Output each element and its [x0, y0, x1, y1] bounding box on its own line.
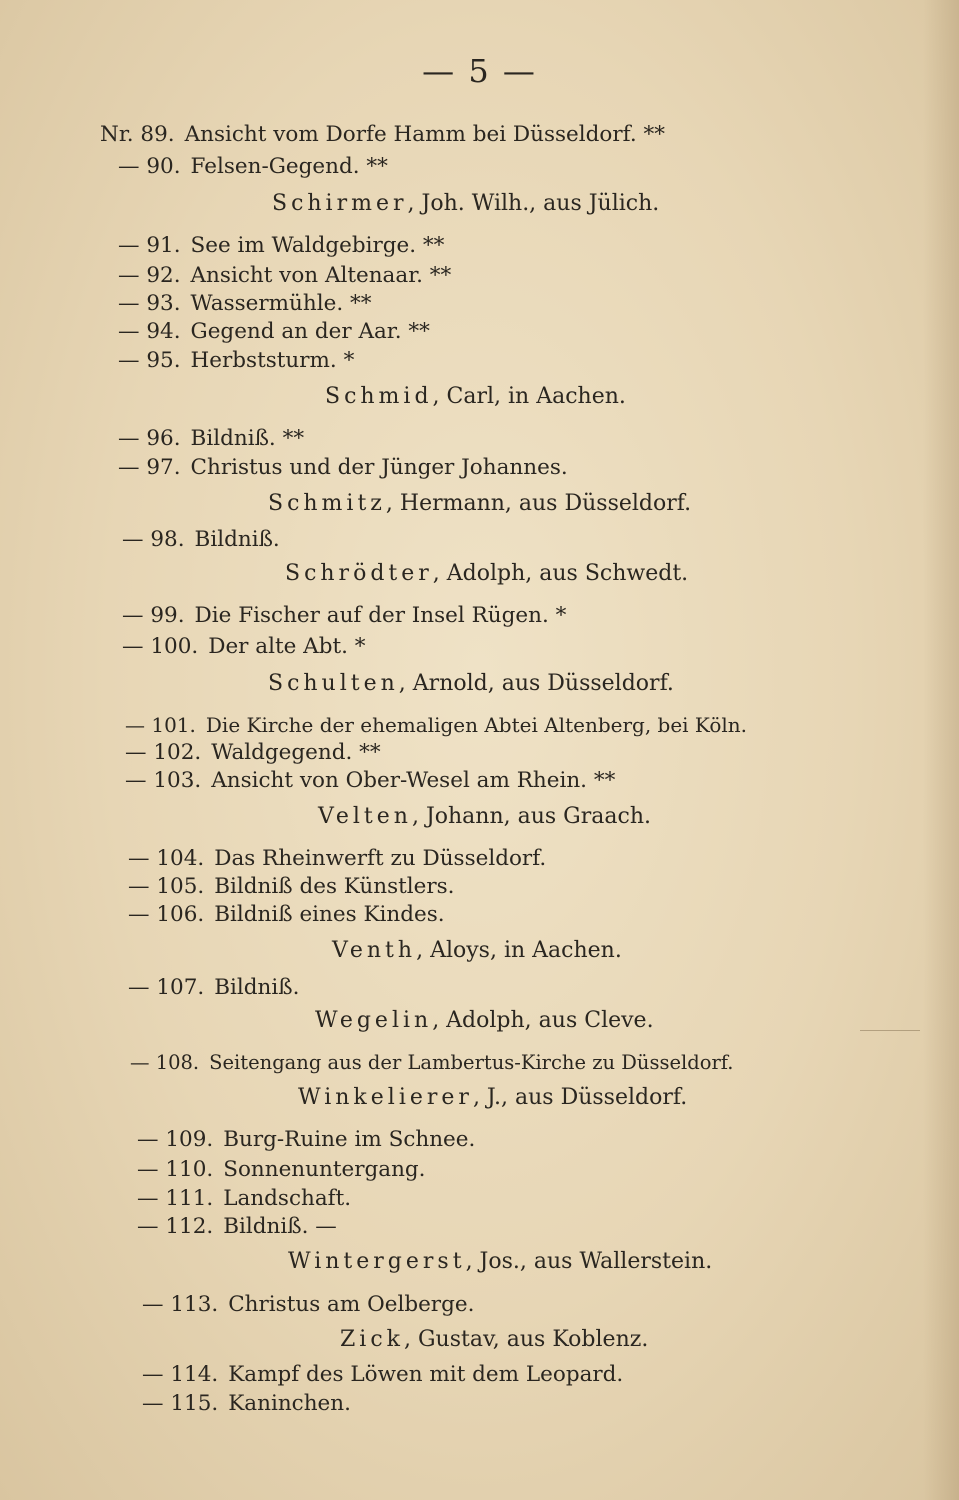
- entry-title: Die Fischer auf der Insel Rügen. *: [194, 603, 567, 628]
- artist-name: Velten: [318, 804, 412, 829]
- artist-detail: , Aloys, in Aachen.: [416, 938, 622, 963]
- artist-name: Schmitz: [268, 491, 386, 516]
- catalog-entry: [122, 634, 366, 660]
- catalog-entry: [118, 263, 451, 289]
- catalog-entry: [125, 768, 615, 794]
- entry-number: — 92.: [118, 263, 181, 288]
- entry-title: See im Waldgebirge. **: [190, 233, 445, 258]
- catalog-entry: [128, 902, 445, 928]
- catalog-entry: [137, 1214, 337, 1240]
- catalog-entry: [128, 975, 299, 1001]
- entry-title: Burg-Ruine im Schnee.: [223, 1127, 476, 1152]
- entry-number: — 95.: [118, 348, 181, 373]
- entry-title: Kaninchen.: [228, 1391, 351, 1416]
- entry-title: Felsen-Gegend. **: [190, 154, 388, 179]
- artist-heading: [332, 937, 622, 965]
- entry-title: Die Kirche der ehemaligen Abtei Altenberg, bei Köln.: [205, 713, 748, 737]
- artist-heading: [325, 383, 626, 411]
- artist-detail: , J., aus Düsseldorf.: [472, 1085, 688, 1110]
- entry-number: — 101.: [125, 713, 196, 737]
- entry-number: — 99.: [122, 603, 185, 628]
- paper-crease: [860, 1030, 920, 1031]
- entry-number: — 90.: [118, 154, 181, 179]
- entry-title: Christus und der Jünger Johannes.: [190, 455, 568, 480]
- page-number: — 5 —: [422, 52, 537, 90]
- catalog-entry: [142, 1391, 351, 1417]
- page-edge-shadow: [923, 0, 959, 1500]
- entry-number: — 91.: [118, 233, 181, 258]
- entry-title: Das Rheinwerft zu Düsseldorf.: [214, 846, 547, 871]
- entry-number: — 115.: [142, 1391, 219, 1416]
- artist-heading: [318, 803, 651, 831]
- artist-detail: , Joh. Wilh., aus Jülich.: [407, 191, 660, 216]
- artist-name: Schmid: [325, 384, 433, 409]
- entry-title: Landschaft.: [223, 1186, 352, 1211]
- artist-detail: , Johann, aus Graach.: [411, 804, 651, 829]
- entry-title: Bildniß. **: [190, 426, 305, 451]
- entry-title: Christus am Oelberge.: [228, 1292, 475, 1317]
- entry-number: — 109.: [137, 1127, 214, 1152]
- entry-number: — 97.: [118, 455, 181, 480]
- entry-number: — 103.: [125, 768, 202, 793]
- artist-detail: , Adolph, aus Schwedt.: [432, 561, 689, 586]
- entry-title: Der alte Abt. *: [208, 634, 366, 659]
- entry-number: — 102.: [125, 740, 202, 765]
- entry-number: — 114.: [142, 1362, 219, 1387]
- artist-heading: [272, 190, 659, 218]
- artist-name: Wegelin: [315, 1008, 433, 1033]
- artist-heading: [340, 1326, 648, 1354]
- entry-number: — 105.: [128, 874, 205, 899]
- entry-number: — 96.: [118, 426, 181, 451]
- catalog-entry: [118, 319, 430, 345]
- artist-name: Schirmer: [272, 191, 408, 216]
- entry-title: Ansicht von Ober-Wesel am Rhein. **: [211, 768, 616, 793]
- entry-title: Waldgegend. **: [211, 740, 381, 765]
- artist-detail: , Jos., aus Wallerstein.: [465, 1249, 713, 1274]
- entry-title: Seitengang aus der Lambertus-Kirche zu Düsseldorf.: [209, 1051, 734, 1074]
- catalog-entry: [118, 233, 444, 259]
- entry-number: — 113.: [142, 1292, 219, 1317]
- entry-number: — 93.: [118, 291, 181, 316]
- entry-number: — 112.: [137, 1214, 214, 1239]
- catalog-entry: [137, 1186, 351, 1212]
- artist-name: Venth: [332, 938, 417, 963]
- entry-number: — 107.: [128, 975, 205, 1000]
- catalog-entry: [137, 1157, 426, 1183]
- entry-number: — 100.: [122, 634, 199, 659]
- artist-detail: , Gustav, aus Koblenz.: [403, 1327, 649, 1352]
- artist-name: Schrödter: [285, 561, 433, 586]
- entry-title: Wassermühle. **: [190, 291, 372, 316]
- artist-detail: , Carl, in Aachen.: [432, 384, 626, 409]
- entry-title: Bildniß. —: [223, 1214, 337, 1239]
- artist-name: Schulten: [268, 671, 399, 696]
- entry-number: — 111.: [137, 1186, 214, 1211]
- catalog-entry: [122, 527, 280, 553]
- artist-heading: [268, 670, 674, 698]
- catalog-entry: [122, 603, 566, 629]
- entry-title: Ansicht vom Dorfe Hamm bei Düsseldorf. **: [184, 122, 665, 147]
- artist-detail: , Arnold, aus Düsseldorf.: [398, 671, 674, 696]
- entry-title: Ansicht von Altenaar. **: [190, 263, 452, 288]
- catalog-entry: [118, 154, 388, 180]
- artist-heading: [288, 1248, 712, 1276]
- entry-title: Herbststurm. *: [190, 348, 355, 373]
- catalog-entry: [125, 740, 381, 766]
- entry-title: Sonnenuntergang.: [223, 1157, 426, 1182]
- catalog-entry: [137, 1127, 475, 1153]
- entry-title: Bildniß.: [214, 975, 300, 1000]
- entry-title: Gegend an der Aar. **: [190, 319, 430, 344]
- entry-title: Bildniß des Künstlers.: [214, 874, 455, 899]
- catalog-entry: [118, 291, 372, 317]
- artist-heading: [268, 490, 691, 518]
- catalog-entry: [128, 874, 455, 900]
- catalog-entry: [125, 712, 747, 738]
- artist-name: Wintergerst: [288, 1249, 466, 1274]
- catalog-entry: [128, 846, 546, 872]
- artist-heading: [315, 1007, 654, 1035]
- catalog-entry: [100, 122, 665, 148]
- artist-heading: [285, 560, 688, 588]
- artist-detail: , Adolph, aus Cleve.: [432, 1008, 654, 1033]
- entry-number: — 108.: [130, 1051, 200, 1074]
- catalog-entry: [118, 426, 304, 452]
- entry-number: Nr. 89.: [100, 122, 175, 147]
- catalog-entry: [118, 348, 354, 374]
- catalog-entry: [130, 1050, 734, 1076]
- entry-number: — 106.: [128, 902, 205, 927]
- artist-heading: [298, 1084, 687, 1112]
- entry-number: — 98.: [122, 527, 185, 552]
- catalog-entry: [142, 1292, 474, 1318]
- entry-number: — 110.: [137, 1157, 214, 1182]
- catalog-entry: [142, 1362, 623, 1388]
- artist-detail: , Hermann, aus Düsseldorf.: [385, 491, 692, 516]
- entry-title: Bildniß.: [194, 527, 280, 552]
- entry-number: — 94.: [118, 319, 181, 344]
- entry-number: — 104.: [128, 846, 205, 871]
- artist-name: Zick: [340, 1327, 404, 1352]
- entry-title: Bildniß eines Kindes.: [214, 902, 445, 927]
- catalog-entry: [118, 455, 568, 481]
- entry-title: Kampf des Löwen mit dem Leopard.: [228, 1362, 624, 1387]
- artist-name: Winkelierer: [298, 1085, 473, 1110]
